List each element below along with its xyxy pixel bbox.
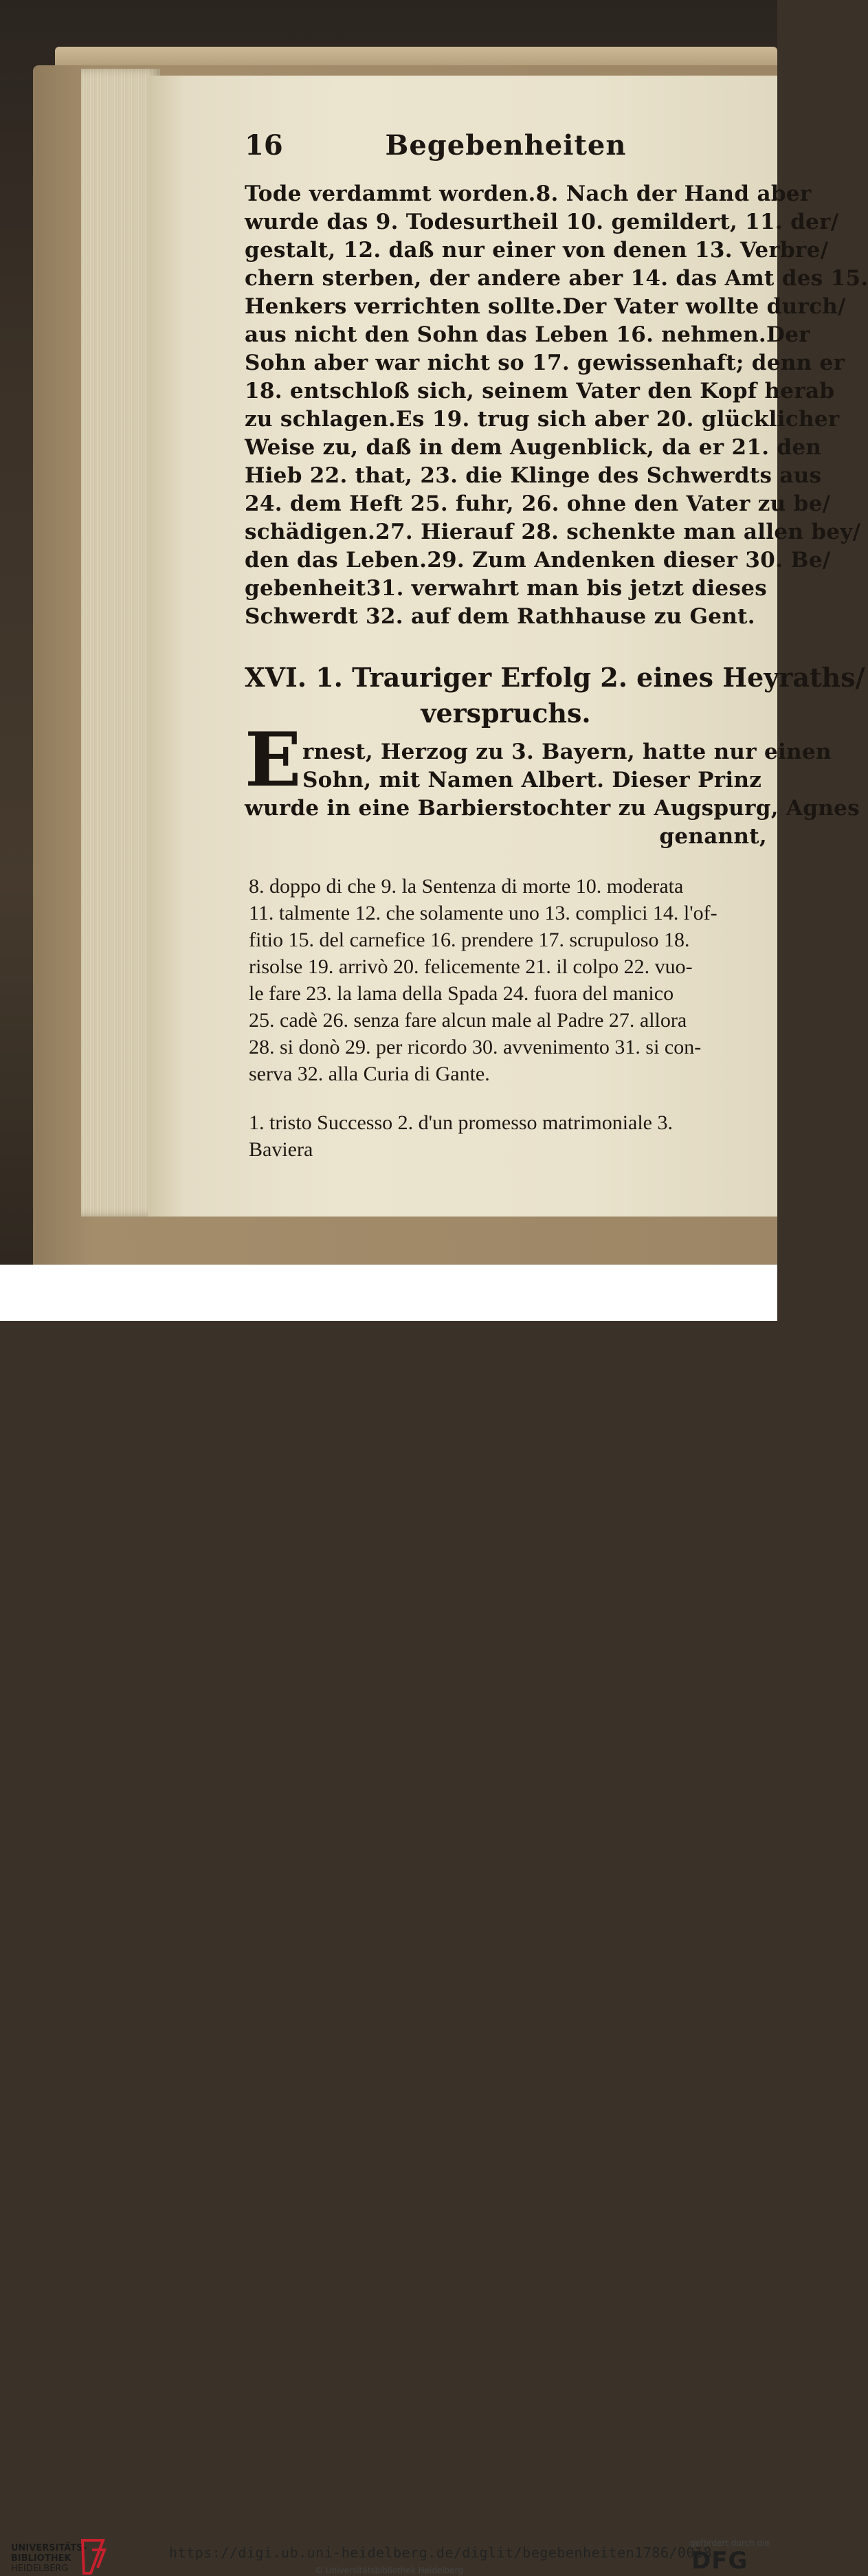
note-line: 28. si donò 29. per ricordo 30. avvenimento 31. si con- [249, 1036, 702, 1058]
fraktur-line: Weise zu, daß in dem Augenblick, da er 21. den [245, 435, 822, 460]
fraktur-line: gestalt, 12. daß nur einer von denen 13. Verbre/ [245, 238, 829, 263]
fraktur-line: Schwerdt 32. auf dem Rathhause zu Gent. [245, 604, 755, 629]
scan-image [0, 0, 868, 1265]
dfg-logo: DFG [691, 2547, 748, 2575]
section-heading [245, 660, 865, 731]
section-heading-line-1: XVI. 1. Trauriger Erfolg 2. eines Heyraths/ [245, 662, 865, 693]
note-line: serva 32. alla Curia di Gante. [249, 1063, 490, 1085]
running-head [245, 129, 767, 170]
italian-notes-block-2 [249, 1109, 771, 1163]
fraktur-line: Henkers verrichten sollte. Der Vater wollte durch/ [245, 294, 846, 319]
fraktur-line: den das Leben. 29. Zum Andenken dieser 30. Be/ [245, 548, 831, 573]
fraktur-line: schädigen. 27. Hierauf 28. schenkte man allen bey/ [245, 520, 861, 544]
fraktur-line: 24. dem Heft 25. fuhr, 26. ohne den Vater zu be/ [245, 491, 831, 516]
fraktur-line: wurde das 9. Todesurtheil 10. gemildert, 11. der/ [245, 210, 839, 234]
note-line: risolse 19. arrivò 20. felicemente 21. il colpo 22. vuo- [249, 955, 693, 978]
running-title: Begebenheiten [385, 129, 627, 162]
fraktur-line: zu schlagen. Es 19. trug sich aber 20. glücklicher [245, 407, 840, 432]
section-heading-line-2: verspruchs. [421, 698, 591, 729]
note-line: fitio 15. del carnefice 16. prendere 17. scrupuloso 18. [249, 929, 690, 951]
fraktur-line: Tode verdammt worden. 8. Nach der Hand aber [245, 181, 812, 206]
fraktur-line: Sohn aber war nicht so 17. gewissenhaft; denn er [245, 351, 845, 375]
page-url-link[interactable]: https://digi.ub.uni-heidelberg.de/diglit/begebenheiten1786/0018 [169, 2544, 713, 2561]
library-name: UNIVERSITÄTS- BIBLIOTHEK HEIDELBERG [11, 2543, 87, 2574]
drop-cap: E [245, 717, 302, 803]
fraktur-line: gebenheit 31. verwahrt man bis jetzt dieses [245, 576, 767, 601]
viewer-footer [0, 1265, 777, 2575]
section-text-block [245, 738, 860, 851]
note-line: 1. tristo Successo 2. d'un promesso matrimoniale 3. [249, 1111, 673, 1134]
fraktur-line: Hieb 22. that, 23. die Klinge des Schwerdts aus [245, 463, 822, 488]
page-number: 16 [245, 129, 283, 162]
section-line: wurde in eine Barbierstochter zu Augspurg, Agnes [245, 796, 860, 821]
section-line: genannt, [659, 824, 767, 849]
fraktur-line: 18. entschloß sich, seinem Vater den Kopf herab [245, 379, 835, 403]
funding-label: gefördert durch die [690, 2538, 770, 2548]
note-line: 25. cadè 26. senza fare alcun male al Padre 27. allora [249, 1009, 687, 1032]
copyright-notice: © Universitätsbibliothek Heidelberg [315, 2566, 464, 2575]
section-line: Sohn, mit Namen Albert. Dieser Prinz [302, 768, 762, 792]
note-line: le fare 23. la lama della Spada 24. fuora del manico [249, 982, 674, 1005]
fraktur-line: chern sterben, der andere aber 14. das Amt des 15. [245, 266, 868, 291]
section-line: rnest, Herzog zu 3. Bayern, hatte nur einen [302, 740, 832, 764]
note-line: Baviera [249, 1138, 313, 1161]
fraktur-line: aus nicht den Sohn das Leben 16. nehmen. Der [245, 322, 810, 347]
library-logo-icon [77, 2538, 109, 2576]
note-line: 8. doppo di che 9. la Sentenza di morte 10. moderata [249, 875, 684, 898]
fraktur-text-block [245, 180, 868, 631]
note-line: 11. talmente 12. che solamente uno 13. complici 14. l'of- [249, 902, 717, 924]
italian-notes-block [249, 873, 771, 1087]
